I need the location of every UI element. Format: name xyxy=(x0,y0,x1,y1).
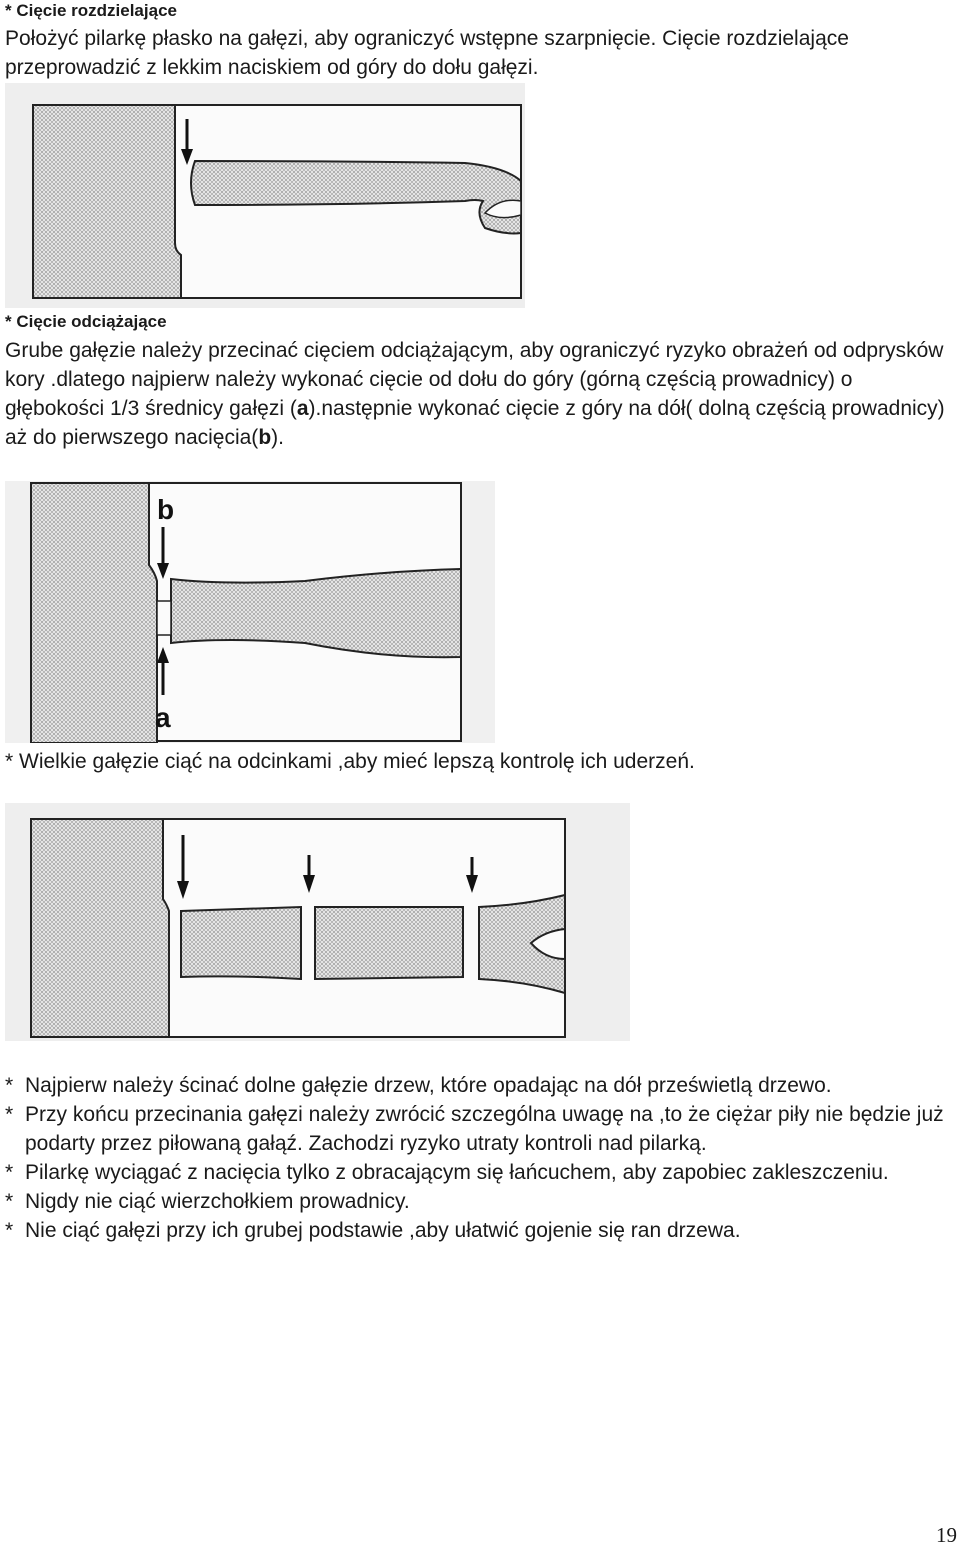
paragraph-relief-cut: Grube gałęzie należy przecinać cięciem odciążającym, aby ograniczyć ryzyko obrażeń od odprysków kory .dlatego najpierw należy wykonać cięcie od dołu do góry (górną częścią prowadnicy) o głębokości 1/3 średnicy gałęzi (a).następnie wykonać cięcie z góry na dół( dolną częścią prowadnicy) aż do pierwszego nacięcia(b). xyxy=(5,339,945,449)
paragraph-splitting-cut: Położyć pilarkę płasko na gałęzi, aby ograniczyć wstępne szarpnięcie. Cięcie rozdzielające przeprowadzić z lekkim naciskiem od góry do dołu gałęzi. xyxy=(5,27,849,79)
list-item: * Pilarkę wyciągać z nacięcia tylko z obracającym się łańcuchem, aby zapobiec zakleszczeniu. xyxy=(5,1161,889,1184)
list-item: * Nigdy nie ciąć wierzchołkiem prowadnicy. xyxy=(5,1190,410,1213)
list-item: * Najpierw należy ścinać dolne gałęzie drzew, które opadając na dół prześwietlą drzewo. xyxy=(5,1074,832,1097)
figure-section-cuts xyxy=(5,803,630,1041)
section-heading-relief-cut: * Cięcie odciążające xyxy=(5,312,167,331)
list-item: * Nie ciąć gałęzi przy ich grubej podstawie ,aby ułatwić gojenie się ran drzewa. xyxy=(5,1219,741,1242)
figure-splitting-cut xyxy=(5,83,525,308)
section-heading-splitting-cut: * Cięcie rozdzielające xyxy=(5,1,177,20)
label-b: b xyxy=(157,494,175,525)
label-a: a xyxy=(155,702,171,733)
safety-tips-list xyxy=(5,1071,955,1245)
figure-relief-cut xyxy=(5,481,495,743)
list-item: * Przy końcu przecinania gałęzi należy zwrócić szczególna uwagę na ,to że ciężar piły nie będzie już podarty przez piłowaną gałąź. Zachodzi ryzyko utraty kontroli nad pilarką. xyxy=(5,1103,944,1155)
page-number: 19 xyxy=(936,1523,957,1547)
paragraph-large-branches: * Wielkie gałęzie ciąć na odcinkami ,aby mieć lepszą kontrolę ich uderzeń. xyxy=(5,750,695,773)
